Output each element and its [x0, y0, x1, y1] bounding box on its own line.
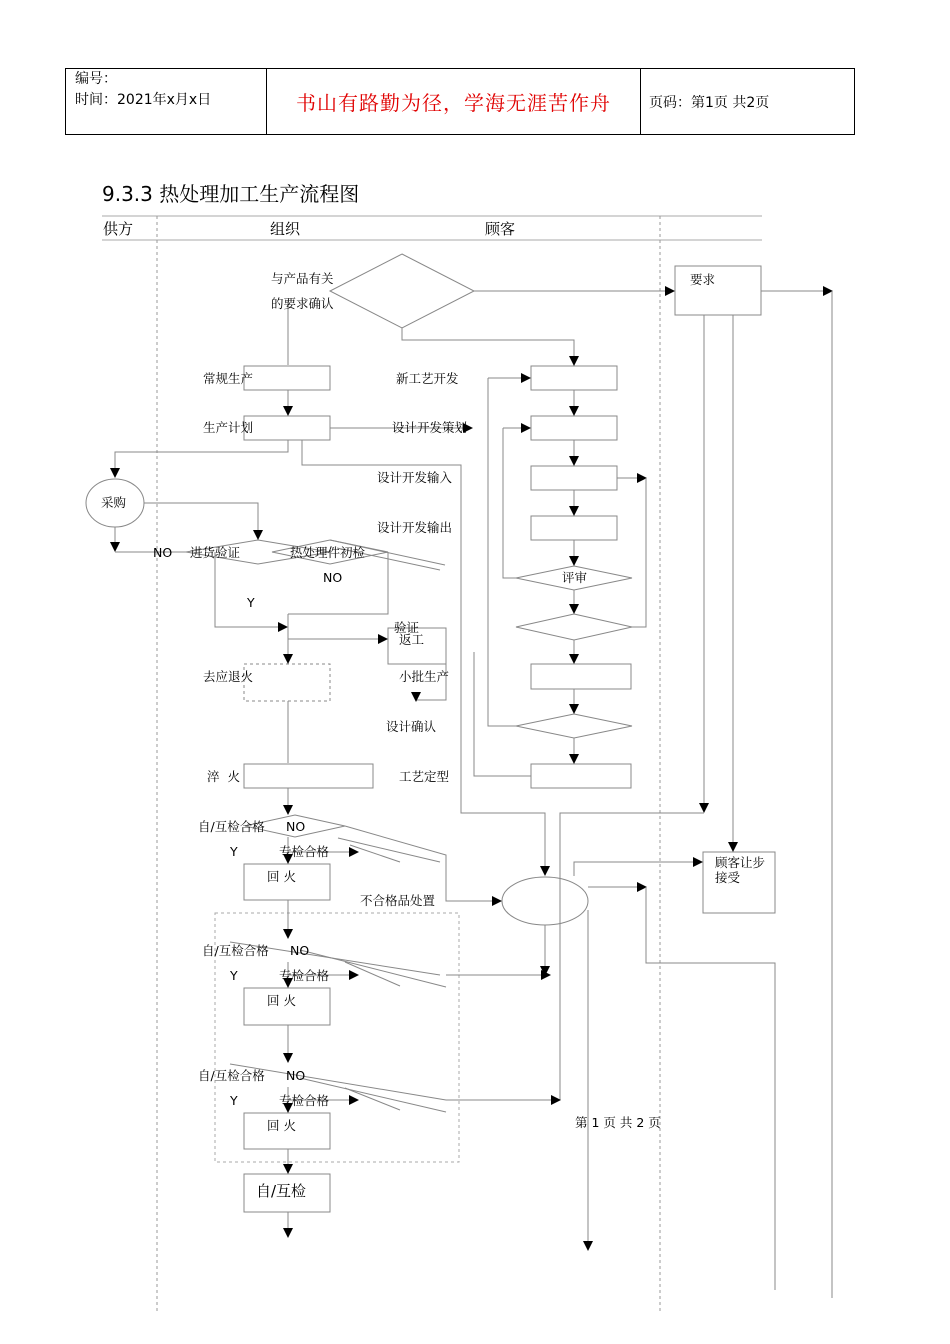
no-label-5: NO: [286, 1068, 306, 1083]
yes-label-2: Y: [230, 844, 238, 859]
requirement-box: [675, 266, 761, 315]
page-title: 9.3.3 热处理加工生产流程图: [102, 182, 360, 206]
design-input-label: 设计开发输入: [377, 470, 453, 485]
no-label-3: NO: [286, 819, 306, 834]
design-output-label: 设计开发输出: [377, 520, 453, 535]
requirement-label: 要求: [690, 272, 716, 287]
nonconforming-label: 不合格品处置: [360, 893, 436, 908]
quench-box: [244, 764, 373, 788]
temper-label-2: 回 火: [267, 993, 296, 1008]
verify-diamond: [516, 614, 632, 640]
no-label-4: NO: [290, 943, 310, 958]
quench-label: 淬 火: [207, 769, 240, 784]
stress-anneal-box: [244, 664, 330, 701]
stress-anneal-label: 去应退火: [203, 669, 254, 684]
self-check-label-1: 自/互检合格: [198, 819, 265, 834]
page-number: 第 1 页 共 2 页: [575, 1115, 661, 1130]
req-confirm-label-1: 与产品有关: [271, 271, 334, 286]
rework-label: 返工: [399, 632, 425, 647]
incoming-check-label: 进货验证: [190, 545, 241, 560]
no-label-2: NO: [323, 570, 343, 585]
connectors: [115, 291, 832, 1298]
pilot-batch-label: 小批生产: [399, 669, 450, 684]
customer-concession-label-1: 顾客让步: [715, 855, 766, 870]
self-check-final-label: 自/互检: [256, 1182, 307, 1200]
lane-supplier: 供方: [103, 220, 134, 238]
design-input-box: [531, 466, 617, 490]
first-check-label: 热处理件初检: [290, 545, 366, 560]
design-confirm-label: 设计确认: [386, 719, 437, 734]
temper-label-1: 回 火: [267, 869, 296, 884]
yes-label-4: Y: [230, 1093, 238, 1108]
routine-production-box: [244, 366, 330, 390]
pilot-batch-box: [531, 664, 631, 689]
production-plan-box: [244, 416, 330, 440]
routine-production-label: 常规生产: [203, 371, 254, 386]
process-final-box: [531, 764, 631, 788]
requirement-confirm-diamond: [330, 254, 474, 328]
no-label-1: NO: [153, 545, 173, 560]
new-process-label: 新工艺开发: [396, 371, 459, 386]
temper-label-3: 回 火: [267, 1118, 296, 1133]
verify-label: 验证: [394, 620, 420, 635]
process-final-label: 工艺定型: [399, 769, 450, 784]
customer-concession-label-2: 接受: [715, 870, 741, 885]
yes-label-1: Y: [247, 595, 255, 610]
lane-organization: 组织: [270, 220, 301, 238]
yes-label-3: Y: [230, 968, 238, 983]
production-plan-label: 生产计划: [203, 420, 254, 435]
page-label: 页码：第1页 共2页: [649, 94, 770, 111]
purchase-label: 采购: [101, 495, 127, 510]
lane-customer: 顾客: [485, 220, 516, 238]
number-label: 编号：: [75, 71, 117, 87]
special-check-label-3: 专检合格: [279, 1093, 330, 1108]
new-process-box: [531, 366, 617, 390]
time-label: 时间：2021年x月x日: [75, 92, 212, 108]
design-output-box: [531, 516, 617, 540]
nonconforming-ellipse: [502, 877, 588, 925]
lane-header: [102, 216, 762, 240]
design-confirm-diamond: [516, 714, 632, 738]
review-label: 评审: [562, 570, 588, 585]
special-check-label-1: 专检合格: [279, 844, 330, 859]
design-plan-label: 设计开发策划: [392, 420, 468, 435]
self-check-label-3: 自/互检合格: [198, 1068, 265, 1083]
self-check-label-2: 自/互检合格: [202, 943, 269, 958]
design-plan-box: [531, 416, 617, 440]
motto: 书山有路勤为径，学海无涯苦作舟: [267, 69, 641, 134]
req-confirm-label-2: 的要求确认: [271, 296, 334, 311]
special-check-label-2: 专检合格: [279, 968, 330, 983]
